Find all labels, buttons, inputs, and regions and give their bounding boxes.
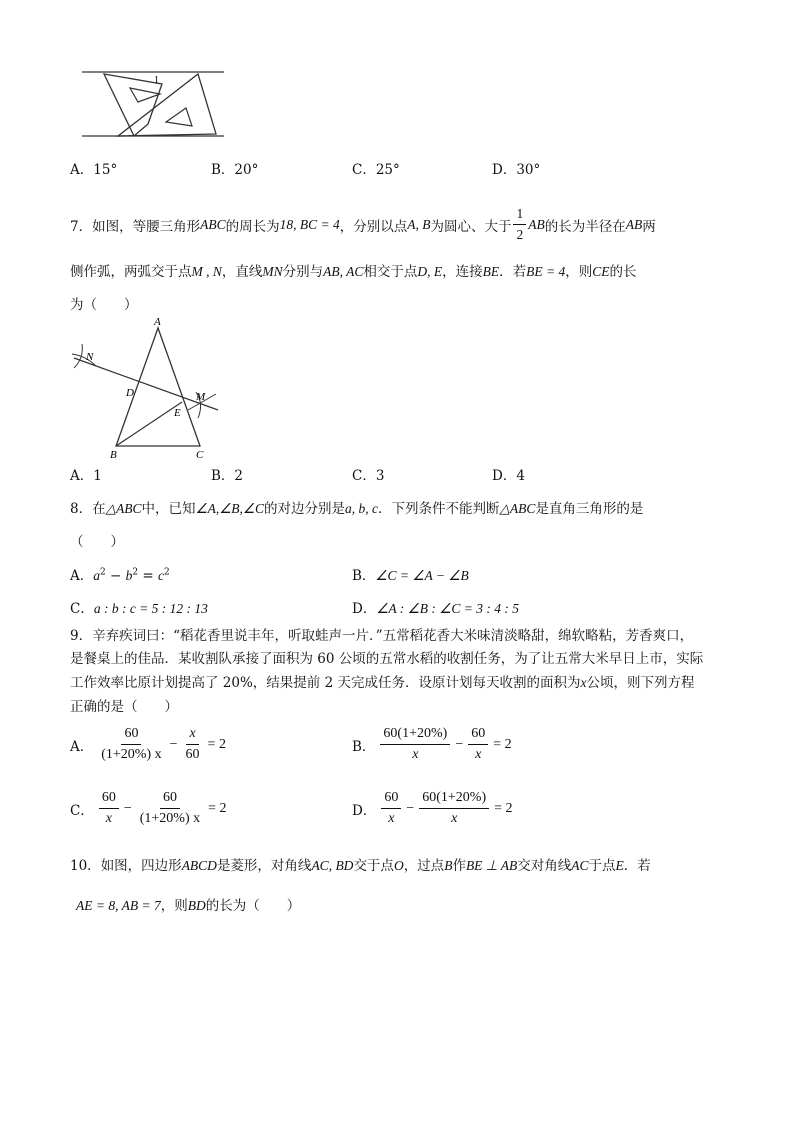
q8-option-c[interactable]: C．a : b : c = 5 : 12 : 13 [70,601,208,617]
q7-line-3: 为（ ） [70,297,138,313]
q6-figure [78,62,228,142]
q9-line-1: 9．辛弃疾词曰：“稻花香里说丰年，听取蛙声一片．”五常稻花香大米味清淡略甜，绵软略粘，芳香爽口， [70,628,694,644]
q9-option-c[interactable]: C． $\frac{60}{x}$ − $\frac{60}{(1+20\%) x}$ = 2 [70,790,227,826]
point-m-label: M [196,391,206,403]
q7-option-a[interactable]: A．1 [70,468,102,484]
q9-option-d[interactable]: D． $\frac{60}{x}$ − $\frac{60(1+20\%)}{x}$ = 2 [352,790,513,826]
q9-line-2: 是餐桌上的佳品．某收割队承接了面积为 60 公顷的五常水稻的收割任务，为了让五常大米早日上市，实际 [70,651,704,667]
point-a-label: A [154,316,161,328]
point-n-label: N [86,351,94,363]
point-e-label: E [174,407,181,419]
q8-line-1: 8．在△ABC中，已知∠A,∠B,∠C的对边分别是a, b, c．下列条件不能判断△ABC是直角三角形的是 [70,501,644,517]
q6-option-a[interactable]: A．15° [70,162,118,178]
q7-option-c[interactable]: C．3 [352,468,385,484]
q6-option-c[interactable]: C．25° [352,162,400,178]
point-d-label: D [126,387,134,399]
set-square-right [118,74,216,136]
q9-line-4: 正确的是（ ） [70,699,178,715]
angle-1-label: 1 [154,75,159,86]
q7-option-d[interactable]: D．4 [492,468,525,484]
q10-line-1: 10．如图，四边形ABCD是菱形，对角线AC, BD交于点O，过点B作BE ⊥ AB交对角线AC于点E．若 [70,858,651,874]
q7-line-1: 7． 如图，等腰三角形 ABC 的周长为 18, BC = 4 ，分别以点 A, B 为圆心、大于 $\frac{1}{2}$ AB 的长为半径在 AB 两 [70,206,656,242]
q8-option-a[interactable]: A．$a^2 - b^2 = c^2$ [70,567,170,584]
segment-be [116,402,182,446]
point-b-label: B [110,449,117,460]
q8-line-2: （ ） [70,534,124,550]
point-c-label: C [196,449,204,460]
q6-option-b[interactable]: B．20° [211,162,259,178]
q8-option-d[interactable]: D．∠A : ∠B : ∠C = 3 : 4 : 5 [352,601,519,617]
q7-half-fraction: $\frac{1}{2}$ [513,206,526,243]
q9-option-b[interactable]: B． $\frac{60(1+20\%)}{x}$ − $\frac{60}{x}$ = 2 [352,726,512,762]
q10-line-2: AE = 8, AB = 7，则BD的长为（ ） [76,898,301,914]
q7-figure [68,314,228,460]
q9-option-a[interactable]: A． $\frac{60}{(1+20\%) x}$ − $\frac{x}{60}$ = 2 [70,726,226,762]
q8-option-b[interactable]: B．∠C = ∠A − ∠B [352,568,469,584]
q7-line-2: 侧作弧，两弧交于点M , N，直线MN分别与AB, AC相交于点D, E，连接BE．若BE = 4，则CE的长 [70,264,637,280]
q9-line-3: 工作效率比原计划提高了 20%，结果提前 2 天完成任务．设原计划每天收割的面积为x公顷，则下列方程 [70,675,695,691]
set-square-left-hole [130,88,160,102]
set-square-right-hole [166,108,192,126]
q6-option-d[interactable]: D．30° [492,162,541,178]
q7-option-b[interactable]: B．2 [211,468,244,484]
